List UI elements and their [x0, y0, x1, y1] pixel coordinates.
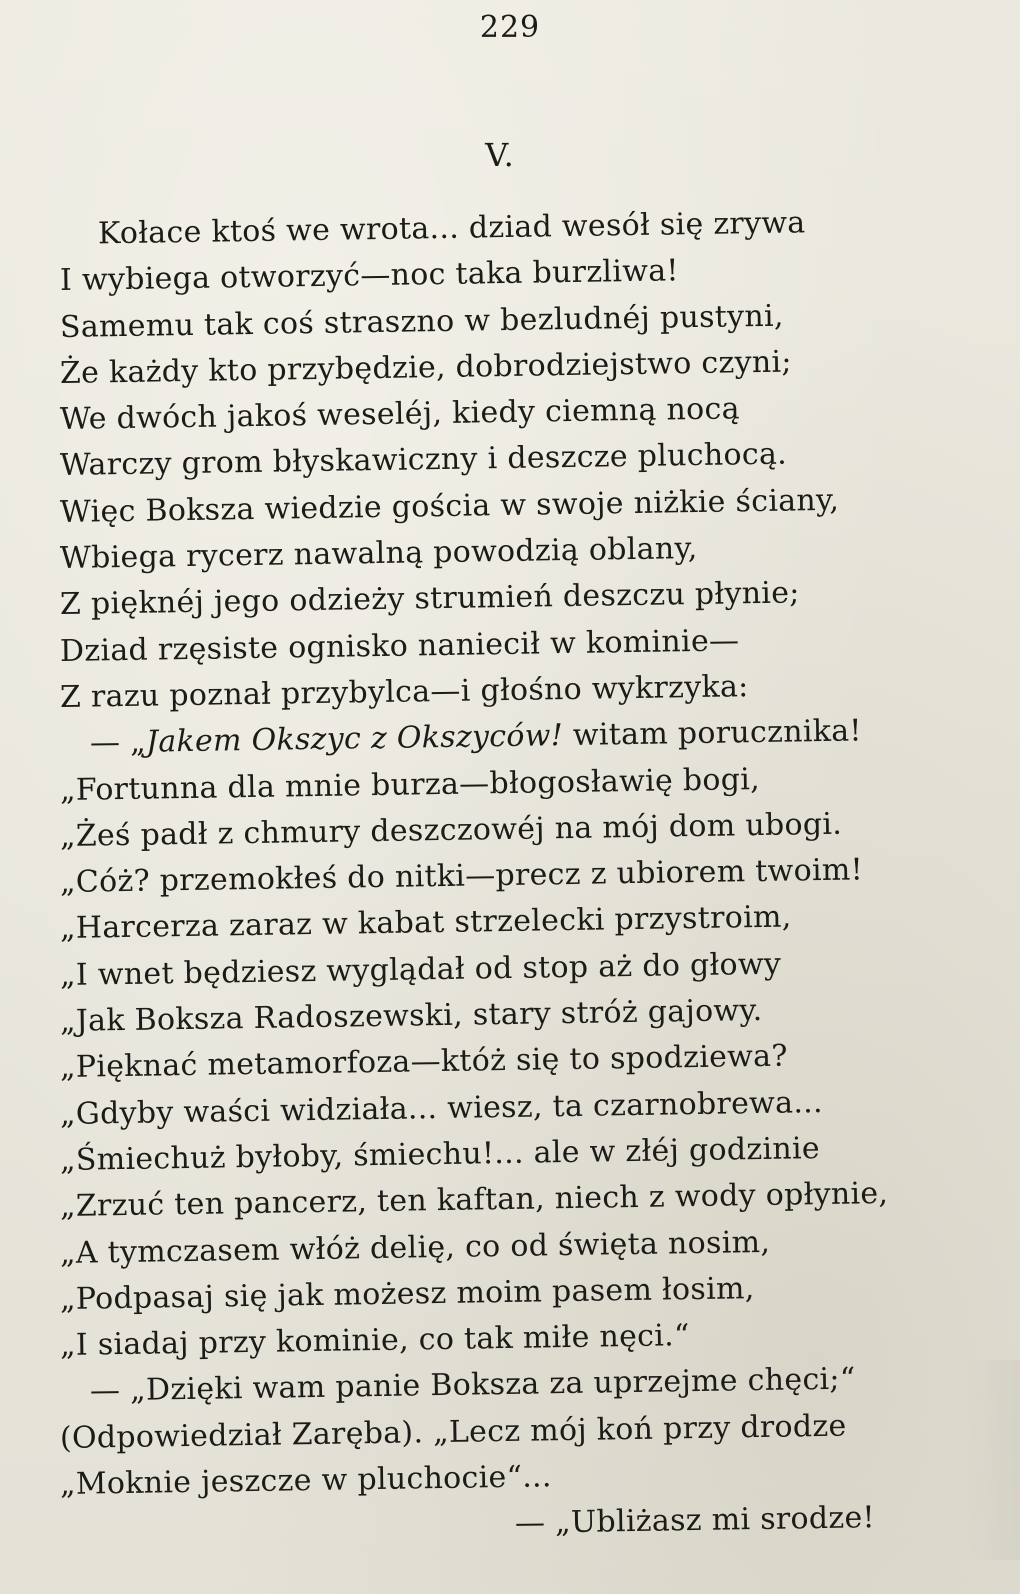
verse-line-28: „Moknie jeszcze w pluchocie“... [59, 1459, 552, 1503]
verse-line-20: „Gdyby waści widziała... wiesz, ta czarnobrewa... [59, 1084, 824, 1132]
italic-exclamation: Jakem Okszyc z Okszyców! [145, 718, 564, 760]
verse-line-24: „Podpasaj się jak możesz moim pasem łosim, [59, 1270, 755, 1317]
page-number: 229 [479, 10, 541, 45]
verse-line-13: „Fortunna dla mnie burza—błogosławię bogi, [59, 761, 761, 808]
verse-line-22: „Zrzuć ten pancerz, ten kaftan, niech z wody opłynie, [59, 1176, 889, 1225]
verse-line-9: Z pięknéj jego odzieży strumień deszczu płynie; [59, 575, 800, 623]
verse-line-8: Wbiega rycerz nawalną powodzią oblany, [59, 531, 698, 577]
verse-line-11: Z razu poznał przybylca—i głośno wykrzyka: [59, 669, 749, 715]
verse-line-5: We dwóch jakoś weseléj, kiedy ciemną nocą [59, 391, 741, 438]
verse-line-16: „Harcerza zaraz w kabat strzelecki przystroim, [59, 899, 792, 947]
verse-line-4: Że każdy kto przybędzie, dobrodziejstwo czyni; [59, 344, 793, 391]
chapter-heading: V. [485, 136, 515, 174]
verse-line-25: „I siadaj przy kominie, co tak miłe nęci.“ [59, 1318, 690, 1364]
verse-line-19: „Pięknać metamorfoza—któż się to spodziewa? [59, 1038, 788, 1086]
verse-line-26: — „Dzięki wam panie Boksza za uprzejme chęci;“ [89, 1361, 856, 1409]
page-edge-shadow [960, 1360, 1020, 1560]
verse-line-18: „Jak Boksza Radoszewski, stary stróż gajowy. [59, 993, 763, 1040]
verse-line-23: „A tymczasem włóż delię, co od święta nosim, [59, 1224, 771, 1271]
verse-line-14: „Żeś padł z chmury deszczowéj na mój dom ubogi. [59, 806, 843, 854]
verse-line-2: I wybiega otworzyć—noc taka burzliwa! [59, 253, 679, 299]
verse-line-27: (Odpowiedział Zaręba). „Lecz mój koń przy drodze [59, 1408, 847, 1456]
verse-line-6: Warczy grom błyskawiczny i deszcze pluchocą. [59, 437, 788, 484]
verse-line-15: „Cóż? przemokłeś do nitki—precz z ubiorem twoim! [59, 852, 864, 901]
verse-line-21: „Śmiechuż byłoby, śmiechu!... ale w złéj godzinie [59, 1131, 821, 1178]
verse-line-7: Więc Boksza wiedzie gościa w swoje niżkie ściany, [59, 482, 840, 530]
verse-line-12-text: — „Jakem Okszyc z Okszyców! witam porucznika! [89, 713, 863, 761]
verse-line-17: „I wnet będziesz wyglądał od stop aż do głowy [59, 946, 782, 993]
verse-block [59, 205, 960, 1555]
verse-line-10: Dziad rzęsiste ognisko naniecił w kominie— [59, 623, 740, 669]
verse-line-1: Kołace ktoś we wrota... dziad wesół się zrywa [97, 205, 806, 252]
verse-line-29: — „Ubliżasz mi srodze! [514, 1500, 876, 1542]
verse-line-3: Samemu tak coś straszno w bezludnéj pustyni, [59, 298, 784, 345]
